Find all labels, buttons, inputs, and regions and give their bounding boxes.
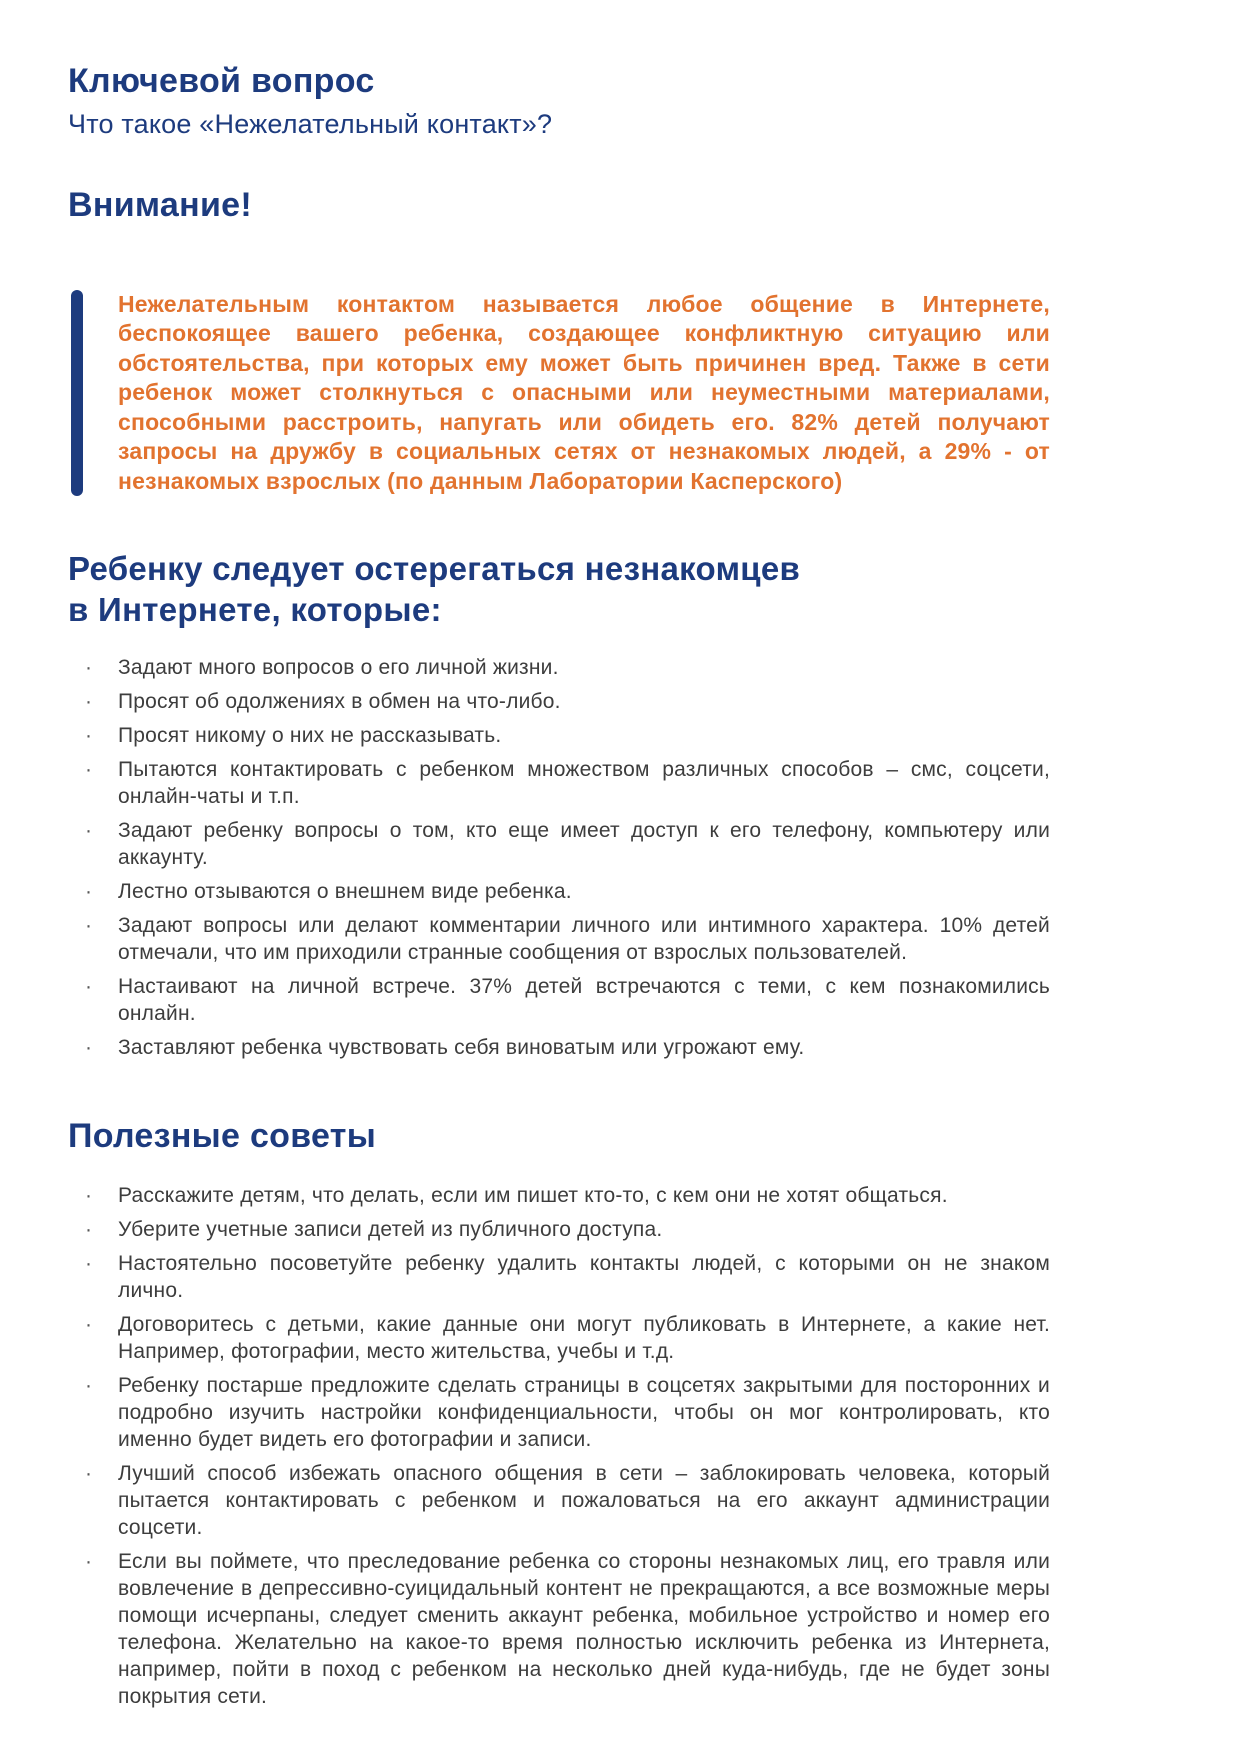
bullet-dot-icon: · bbox=[85, 1252, 92, 1276]
bullet-dot-icon: · bbox=[85, 819, 92, 843]
bullet-dot-icon: · bbox=[85, 1550, 92, 1574]
list-item bbox=[68, 688, 1050, 715]
strangers-title bbox=[68, 548, 1050, 630]
bullet-dot-icon: · bbox=[85, 1374, 92, 1398]
strangers-section bbox=[68, 548, 1050, 1061]
bullet-dot-icon: · bbox=[85, 1313, 92, 1337]
list-item-text: Настаивают на личной встрече. 37% детей встречаются с теми, с кем познакомились онлайн. bbox=[118, 975, 1050, 1026]
list-item-text: Уберите учетные записи детей из публичного доступа. bbox=[118, 1218, 663, 1242]
list-item bbox=[68, 1034, 1050, 1061]
list-item bbox=[68, 1182, 1050, 1209]
key-question-subtitle: Что такое «Нежелательный контакт»? bbox=[68, 109, 553, 140]
key-question-title: Ключевой вопрос bbox=[68, 62, 375, 100]
list-item-text: Договоритесь с детьми, какие данные они могут публиковать в Интернете, а какие нет. Например, фотографии, место жительства, учебы и т.д. bbox=[118, 1313, 1050, 1364]
list-item bbox=[68, 1372, 1050, 1453]
list-item bbox=[68, 1460, 1050, 1541]
attention-section bbox=[68, 186, 1050, 496]
list-item-text: Заставляют ребенка чувствовать себя виноватым или угрожают ему. bbox=[118, 1036, 805, 1060]
strangers-list bbox=[68, 654, 1050, 1061]
callout-accent-bar bbox=[71, 290, 83, 497]
list-item-text: Пытаются контактировать с ребенком множеством различных способов – смс, соцсети, онлайн-чаты и т.п. bbox=[118, 758, 1050, 809]
list-item bbox=[68, 912, 1050, 966]
list-item bbox=[68, 878, 1050, 905]
list-item-text: Лестно отзываются о внешнем виде ребенка. bbox=[118, 880, 572, 904]
list-item bbox=[68, 722, 1050, 749]
bullet-dot-icon: · bbox=[85, 975, 92, 999]
list-item-text: Задают ребенку вопросы о том, кто еще имеет доступ к его телефону, компьютеру или аккаунту. bbox=[118, 819, 1050, 870]
bullet-dot-icon: · bbox=[85, 690, 92, 714]
list-item-text: Задают много вопросов о его личной жизни. bbox=[118, 656, 559, 680]
list-item bbox=[68, 817, 1050, 871]
list-item-text: Расскажите детям, что делать, если им пишет кто-то, с кем они не хотят общаться. bbox=[118, 1184, 948, 1208]
list-item bbox=[68, 654, 1050, 681]
list-item bbox=[68, 973, 1050, 1027]
strangers-title-line2: в Интернете, которые: bbox=[68, 591, 442, 629]
list-item-text: Просят об одолжениях в обмен на что-либо. bbox=[118, 690, 561, 714]
bullet-dot-icon: · bbox=[85, 724, 92, 748]
list-item-text: Просят никому о них не рассказывать. bbox=[118, 724, 502, 748]
list-item bbox=[68, 1548, 1050, 1710]
tips-title: Полезные советы bbox=[68, 1117, 377, 1156]
key-question-section bbox=[68, 62, 1050, 140]
bullet-dot-icon: · bbox=[85, 1184, 92, 1208]
list-item bbox=[68, 1250, 1050, 1304]
bullet-dot-icon: · bbox=[85, 1218, 92, 1242]
attention-text: Нежелательным контактом называется любое общение в Интернете, беспокоящее вашего ребенка, создающее конфликтную ситуацию или обстоятельства, при которых ему может быть причинен вред. Также в сети ребенок может столкнуться с опасными или неуместными материалами, способными расстроить, напугать или обидеть его. 82% детей получают запросы на дружбу в социальных сетях от незнакомых людей, а 29% - от незнакомых взрослых (по данным Лаборатории Касперского) bbox=[118, 290, 1050, 494]
bullet-dot-icon: · bbox=[85, 656, 92, 680]
bullet-dot-icon: · bbox=[85, 914, 92, 938]
strangers-title-line1: Ребенку следует остерегаться незнакомцев bbox=[68, 550, 801, 588]
bullet-dot-icon: · bbox=[85, 1036, 92, 1060]
list-item bbox=[68, 1216, 1050, 1243]
page-content bbox=[68, 0, 1050, 1710]
list-item-text: Ребенку постарше предложите сделать страницы в соцсетях закрытыми для посторонних и подробно изучить настройки конфиденциальности, чтобы он мог контролировать, кто именно будет видеть его фотографии и записи. bbox=[118, 1374, 1050, 1452]
list-item-text: Если вы поймете, что преследование ребенка со стороны незнакомых лиц, его травля или вовлечение в депрессивно-суицидальный контент не прекращаются, а все возможные меры помощи исчерпаны, следует сменить аккаунт ребенка, мобильное устройство и номер его телефона. Желательно на какое-то время полностью исключить ребенка из Интернета, например, пойти в поход с ребенком на несколько дней куда-нибудь, где не будет зоны покрытия сети. bbox=[118, 1550, 1050, 1709]
attention-title: Внимание! bbox=[68, 186, 252, 225]
tips-section bbox=[68, 1117, 1050, 1710]
attention-callout bbox=[68, 290, 1050, 497]
list-item-text: Задают вопросы или делают комментарии личного или интимного характера. 10% детей отмечали, что им приходили странные сообщения от взрослых пользователей. bbox=[118, 914, 1050, 965]
list-item-text: Лучший способ избежать опасного общения в сети – заблокировать человека, который пытается контактировать с ребенком и пожаловаться на его аккаунт администрации соцсети. bbox=[118, 1462, 1050, 1540]
bullet-dot-icon: · bbox=[85, 758, 92, 782]
list-item bbox=[68, 1311, 1050, 1365]
bullet-dot-icon: · bbox=[85, 1462, 92, 1486]
list-item bbox=[68, 756, 1050, 810]
bullet-dot-icon: · bbox=[85, 880, 92, 904]
tips-list bbox=[68, 1182, 1050, 1710]
list-item-text: Настоятельно посоветуйте ребенку удалить контакты людей, с которыми он не знаком лично. bbox=[118, 1252, 1050, 1303]
